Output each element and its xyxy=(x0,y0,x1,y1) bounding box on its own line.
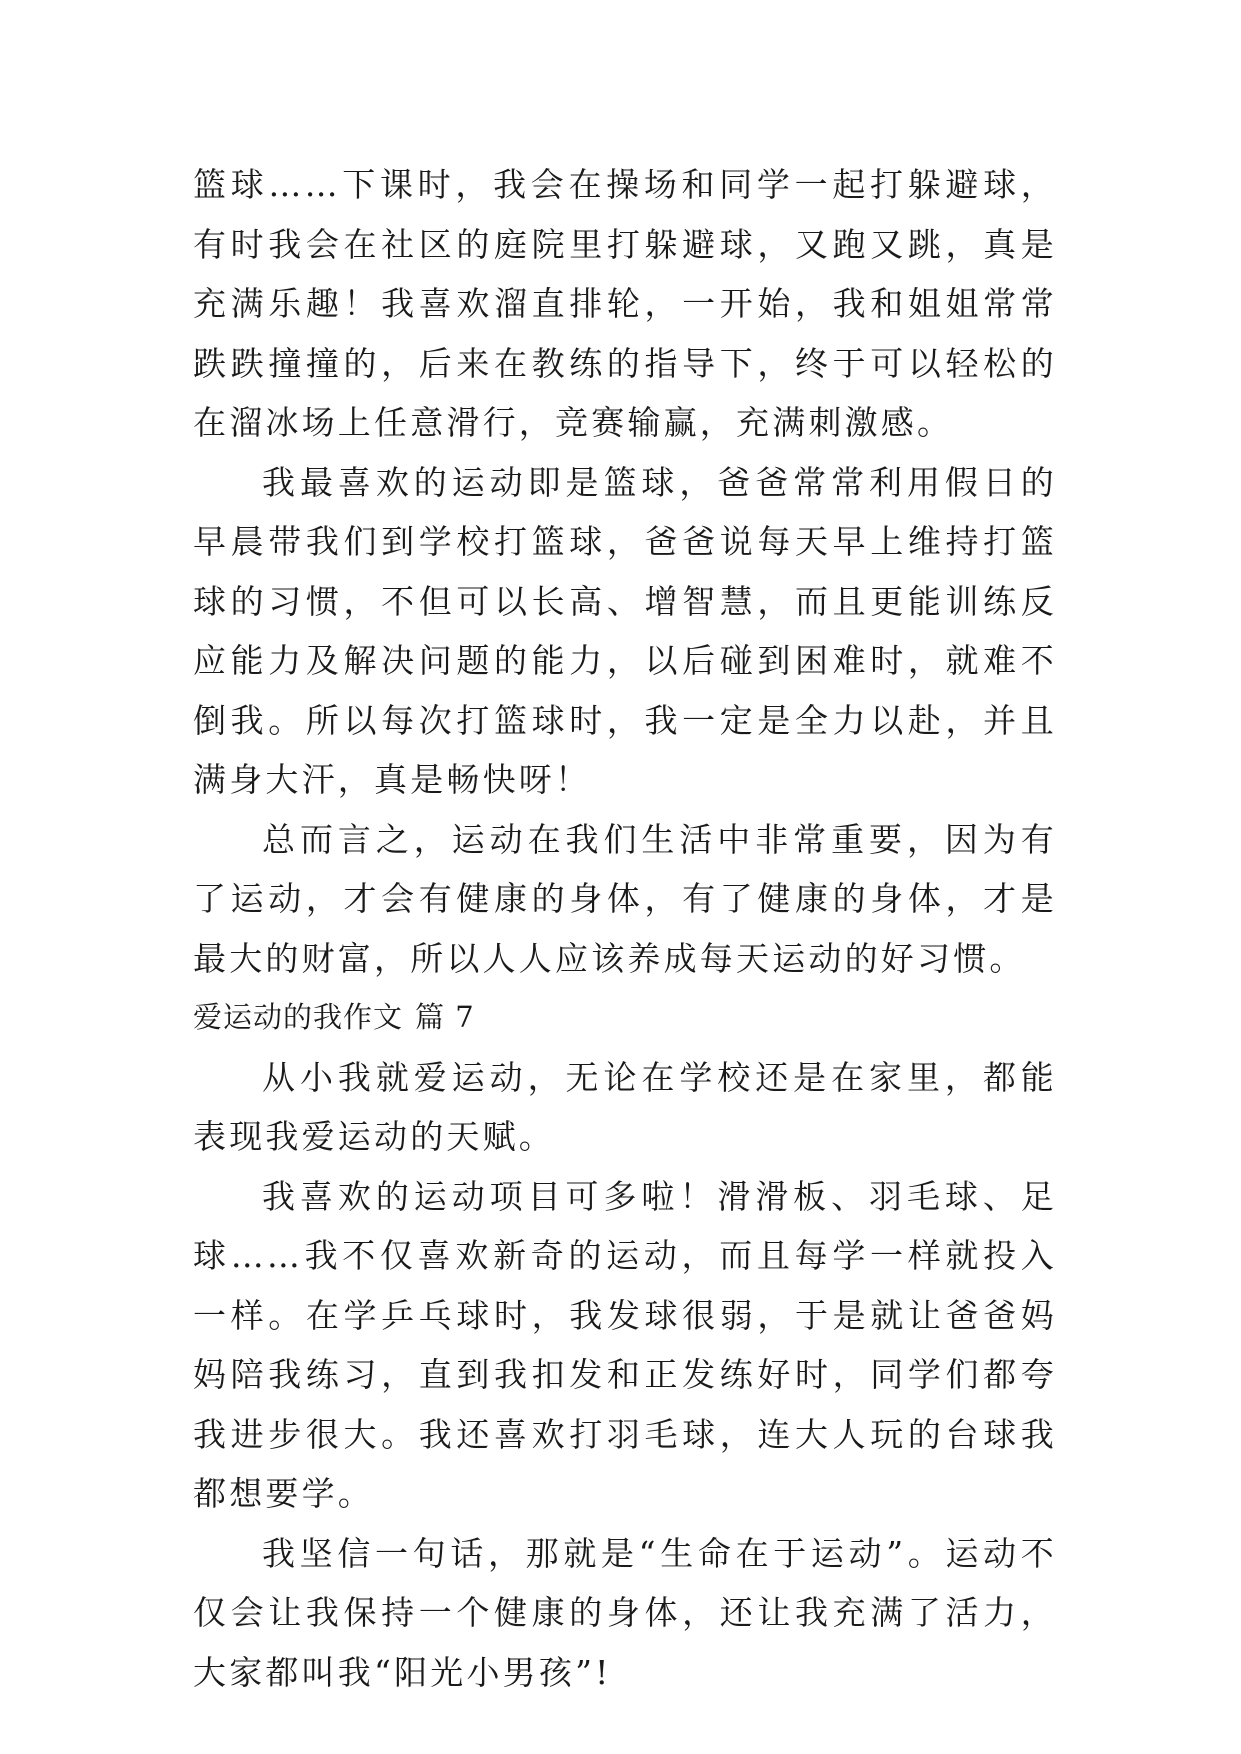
section-number: 篇 7 xyxy=(415,1000,475,1034)
paragraph-conclusion: 总而言之，运动在我们生活中非常重要，因为有了运动，才会有健康的身体，有了健康的身体，才是最大的财富，所以人人应该养成每天运动的好习惯。 xyxy=(193,819,1057,978)
section-heading xyxy=(193,988,1057,1048)
section-title: 爱运动的我作文 xyxy=(193,1000,404,1034)
paragraph-belief: 我坚信一句话，那就是“生命在于运动”。运动不仅会让我保持一个健康的身体，还让我充满了活力，大家都叫我“阳光小男孩”! xyxy=(193,1533,1057,1692)
paragraph-intro: 从小我就爱运动，无论在学校还是在家里，都能表现我爱运动的天赋。 xyxy=(193,1057,1057,1156)
document-page xyxy=(193,155,1057,1702)
paragraph-sports-list: 篮球……下课时，我会在操场和同学一起打躲避球，有时我会在社区的庭院里打躲避球，又跑又跳，真是充满乐趣！我喜欢溜直排轮，一开始，我和姐姐常常跌跌撞撞的，后来在教练的指导下，终于可以轻松的在溜冰场上任意滑行，竞赛输赢，充满刺激感。 xyxy=(193,165,1057,442)
paragraph-favorite-sports: 我喜欢的运动项目可多啦！滑滑板、羽毛球、足球……我不仅喜欢新奇的运动，而且每学一样就投入一样。在学乒乓球时，我发球很弱，于是就让爸爸妈妈陪我练习，直到我扣发和正发练好时，同学们都夸我进步很大。我还喜欢打羽毛球，连大人玩的台球我都想要学。 xyxy=(193,1176,1057,1513)
paragraph-basketball: 我最喜欢的运动即是篮球，爸爸常常利用假日的早晨带我们到学校打篮球，爸爸说每天早上维持打篮球的习惯，不但可以长高、增智慧，而且更能训练反应能力及解决问题的能力，以后碰到困难时，就难不倒我。所以每次打篮球时，我一定是全力以赴，并且满身大汗，真是畅快呀！ xyxy=(193,462,1057,799)
